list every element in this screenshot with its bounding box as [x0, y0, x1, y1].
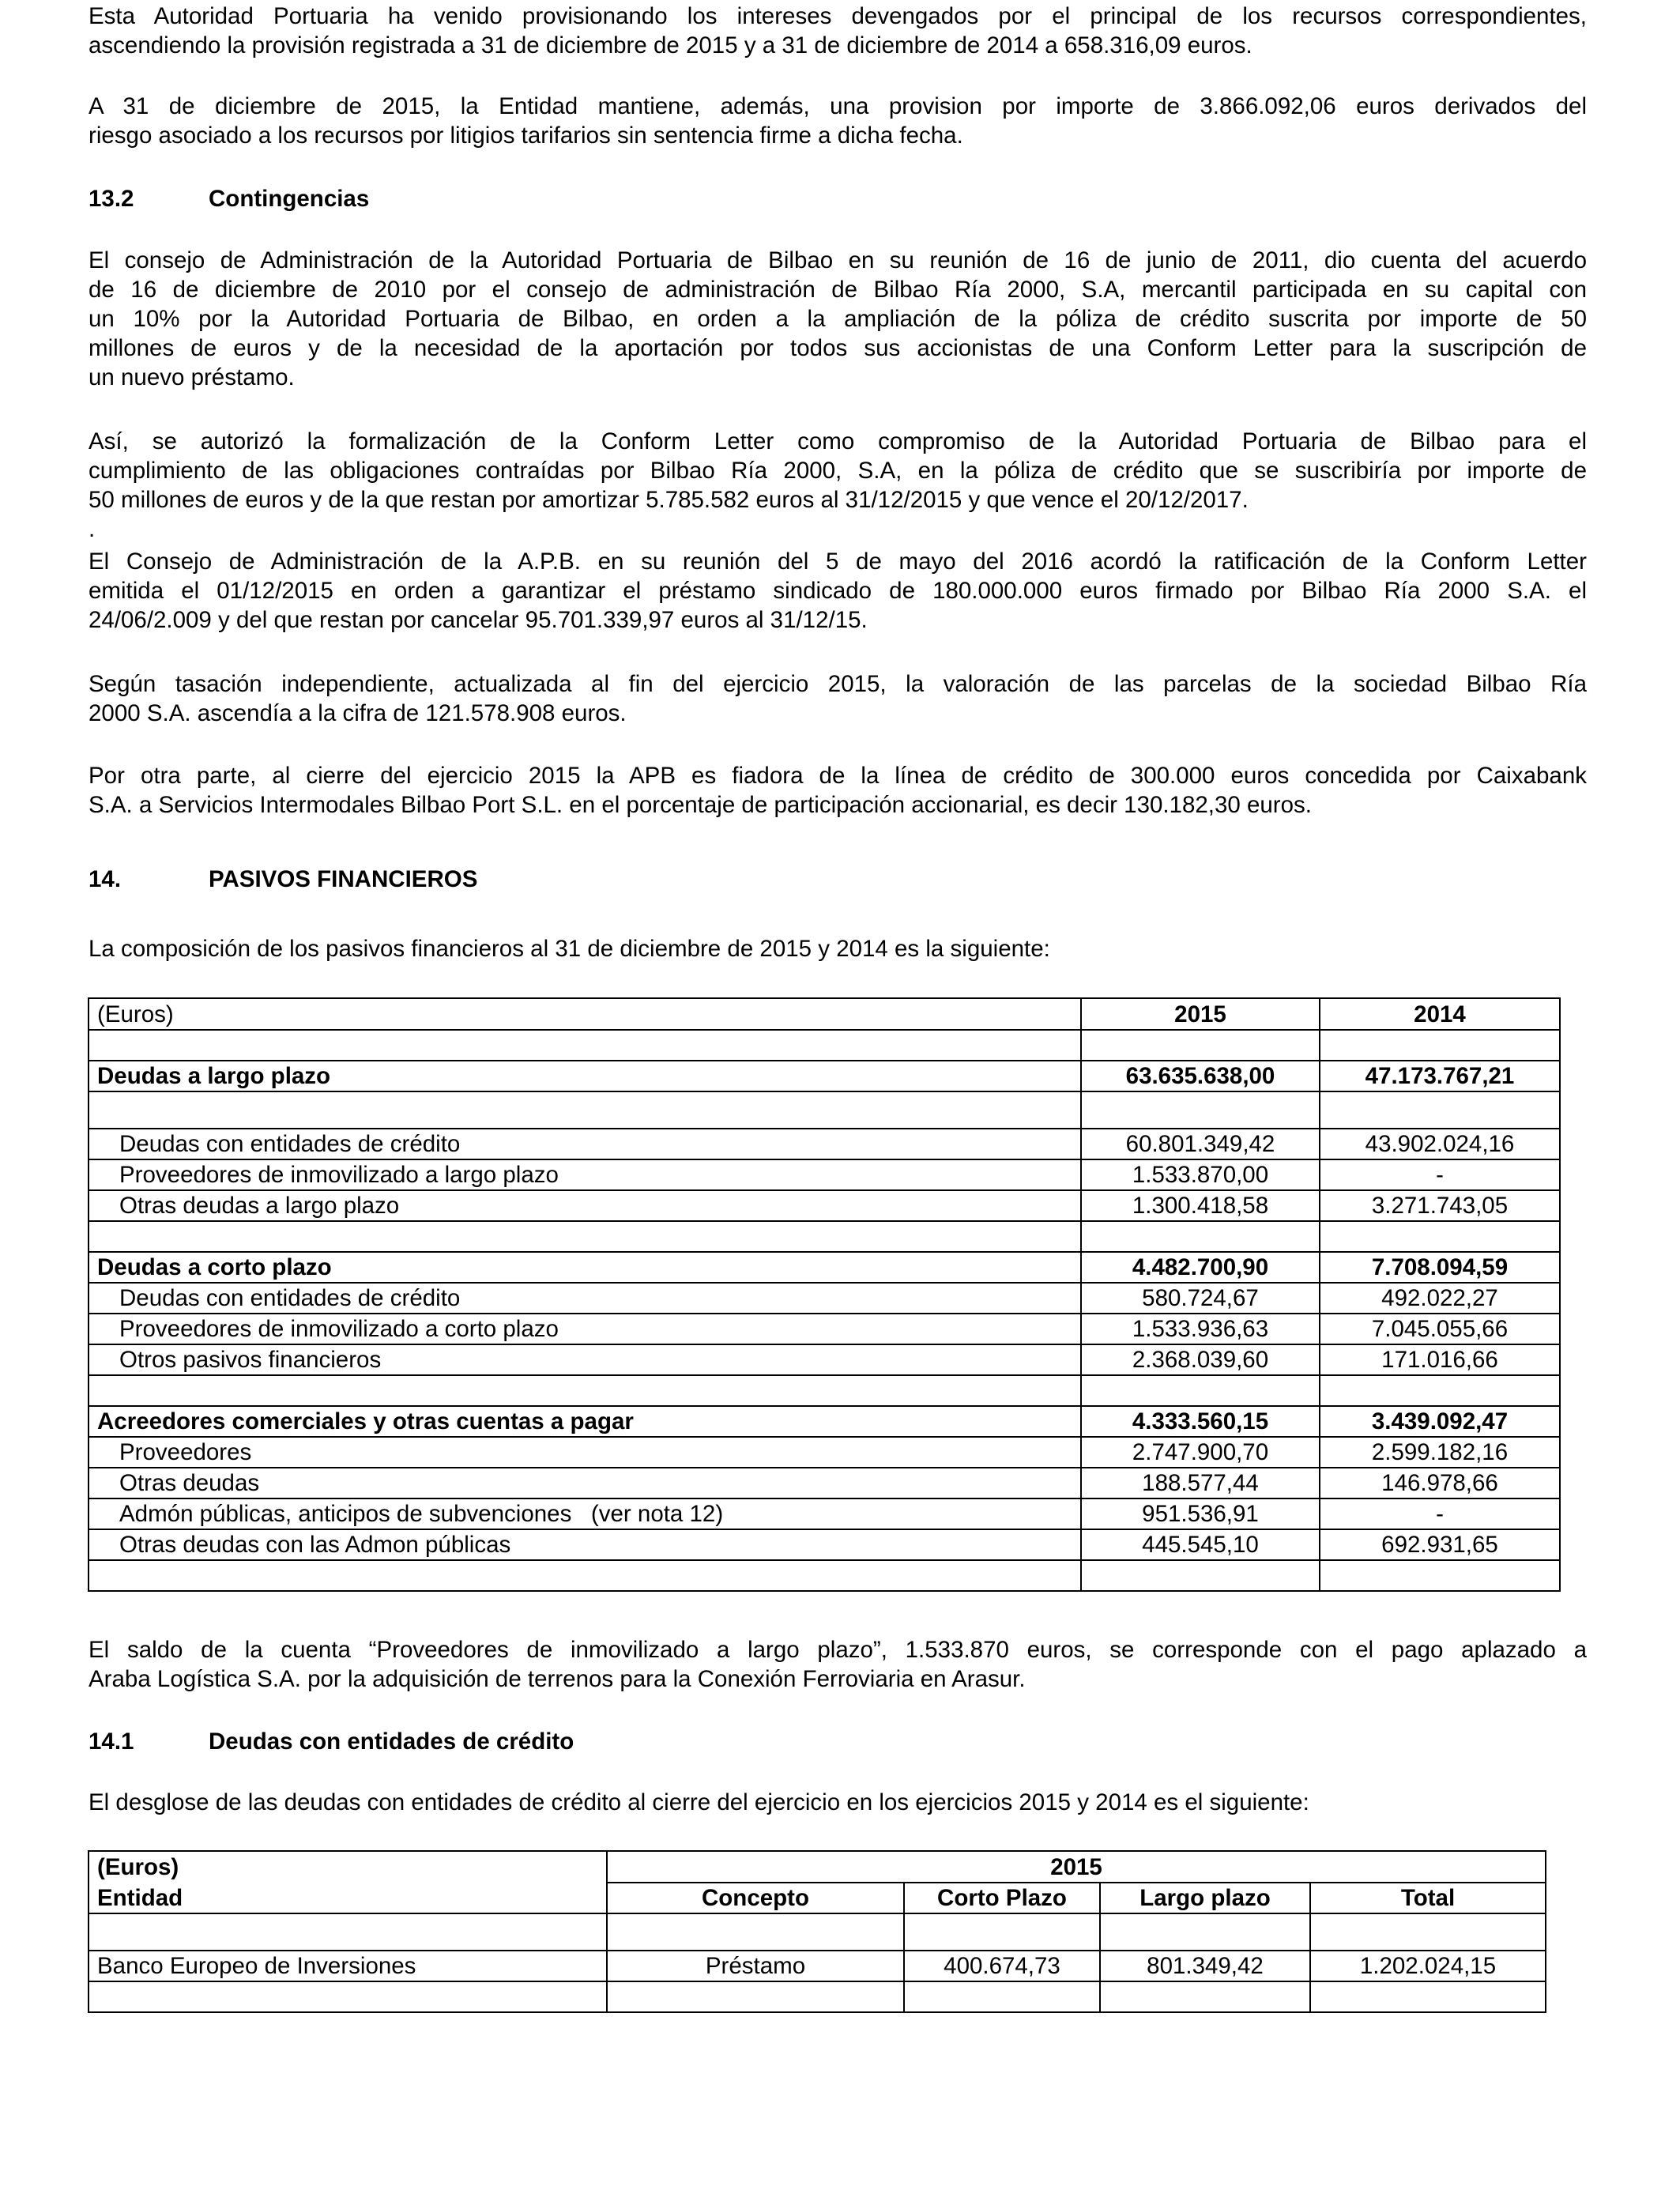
table-row [89, 1951, 1546, 1981]
paragraph-tasacion [89, 669, 1587, 728]
paragraph-fiadora [89, 761, 1587, 820]
row-label: Deudas con entidades de crédito [89, 1129, 1081, 1159]
table-row [89, 1529, 1560, 1560]
text-line: A 31 de diciembre de 2015, la Entidad mantiene, además, una provision por importe de 3.866.092,06 euros derivados del [89, 93, 1587, 119]
value-2015: 951.536,91 [1081, 1498, 1320, 1529]
row-label: Proveedores de inmovilizado a corto plazo [89, 1314, 1081, 1344]
paragraph-provision-litigios [89, 92, 1587, 150]
table-header-cell: Total [1310, 1883, 1546, 1913]
table-row [89, 1252, 1560, 1283]
value-2014: 2.599.182,16 [1320, 1437, 1560, 1468]
value-2015: 60.801.349,42 [1081, 1129, 1320, 1159]
text-line: El desglose de las deudas con entidades de crédito al cierre del ejercicio en los ejercicios 2015 y 2014 es el siguiente: [89, 1789, 1309, 1815]
text-line: ascendiendo la provisión registrada a 31 de diciembre de 2015 y a 31 de diciembre de 2014 a 658.316,09 euros. [89, 32, 1252, 58]
table-row [89, 1061, 1560, 1091]
text-line: millones de euros y de la necesidad de la aportación por todos sus accionistas de una Conform Letter para la suscripción de [89, 335, 1587, 361]
paragraph-composicion [89, 934, 1587, 963]
row-label: Proveedores [89, 1437, 1081, 1468]
text-line: Según tasación independiente, actualizada al fin del ejercicio 2015, la valoración de las parcelas de la sociedad Bilbao Ría [89, 671, 1587, 697]
value-2014: 692.931,65 [1320, 1529, 1560, 1560]
text-line: El consejo de Administración de la Autoridad Portuaria de Bilbao en su reunión de 16 de junio de 2011, dio cuenta del acuerdo [89, 247, 1587, 273]
paragraph-consejo-2011 [89, 246, 1587, 392]
table-empty-row [89, 1091, 1560, 1129]
table-header-cell: Entidad [89, 1883, 607, 1913]
text-line: 50 millones de euros y de la que restan por amortizar 5.785.582 euros al 31/12/2015 y que vence el 20/12/2017. [89, 487, 1249, 513]
table-header-cell: Largo plazo [1100, 1883, 1310, 1913]
value-2015: 2.368.039,60 [1081, 1344, 1320, 1375]
text-line: de 16 de diciembre de 2010 por el consejo de administración de Bilbao Ría 2000, S.A, mercantil participada en su capital con [89, 277, 1587, 303]
paragraph-saldo-cuenta [89, 1635, 1587, 1694]
corto-plazo-cell: 400.674,73 [904, 1951, 1100, 1981]
heading-number: 14.1 [89, 1728, 134, 1755]
text-line: un 10% por la Autoridad Portuaria de Bilbao, en orden a la ampliación de la póliza de crédito suscrita por importe de 50 [89, 306, 1587, 332]
text-line: cumplimiento de las obligaciones contraídas por Bilbao Ría 2000, S.A, en la póliza de crédito que se suscribiría por importe de [89, 458, 1587, 484]
row-label: Acreedores comerciales y otras cuentas a pagar [89, 1406, 1081, 1437]
text-line: un nuevo préstamo. [89, 364, 295, 390]
row-label: Otras deudas [89, 1468, 1081, 1498]
value-2014: 47.173.767,21 [1320, 1061, 1560, 1091]
unit-label: (Euros) [89, 1851, 607, 1883]
heading-number: 13.2 [89, 186, 134, 212]
text-line: El Consejo de Administración de la A.P.B. en su reunión del 5 de mayo del 2016 acordó la ratificación de la Conform Letter [89, 548, 1587, 575]
table-header-cell: 2014 [1320, 998, 1560, 1030]
table-row [89, 1190, 1560, 1221]
text-line: Así, se autorizó la formalización de la Conform Letter como compromiso de la Autoridad Portuaria de Bilbao para el [89, 428, 1587, 454]
deudas-entidades-credito-table [88, 1850, 1546, 2013]
value-2015: 2.747.900,70 [1081, 1437, 1320, 1468]
text-line: riesgo asociado a los recursos por litigios tarifarios sin sentencia firme a dicha fecha. [89, 123, 963, 149]
text-line: Por otra parte, al cierre del ejercicio 2015 la APB es fiadora de la línea de crédito de 300.000 euros concedida por Caixabank [89, 763, 1587, 789]
largo-plazo-cell: 801.349,42 [1100, 1951, 1310, 1981]
row-label: Deudas con entidades de crédito [89, 1283, 1081, 1314]
value-2014: 7.045.055,66 [1320, 1314, 1560, 1344]
row-label: Admón públicas, anticipos de subvenciones (ver nota 12) [89, 1498, 1081, 1529]
pasivos-financieros-table [88, 997, 1561, 1592]
table-header-row [89, 1851, 1546, 1883]
table-empty-row [89, 1221, 1560, 1252]
value-2015: 445.545,10 [1081, 1529, 1320, 1560]
value-2015: 1.533.936,63 [1081, 1314, 1320, 1344]
table-row [89, 1159, 1560, 1190]
table-empty-row [89, 1560, 1560, 1591]
text-line: 24/06/2.009 y del que restan por cancelar 95.701.339,97 euros al 31/12/15. [89, 607, 868, 633]
value-2015: 1.300.418,58 [1081, 1190, 1320, 1221]
table-header-cell: Concepto [607, 1883, 904, 1913]
value-2015: 188.577,44 [1081, 1468, 1320, 1498]
value-2014: 492.022,27 [1320, 1283, 1560, 1314]
table-header-cell: 2015 [1081, 998, 1320, 1030]
value-2014: - [1320, 1498, 1560, 1529]
concepto-cell: Préstamo [607, 1951, 904, 1981]
text-line: 2000 S.A. ascendía a la cifra de 121.578.908 euros. [89, 700, 627, 726]
text-line: . [89, 516, 96, 542]
row-label: Deudas a largo plazo [89, 1061, 1081, 1091]
row-label: Proveedores de inmovilizado a largo plazo [89, 1159, 1081, 1190]
table-empty-row [89, 1375, 1560, 1406]
table-row [89, 1498, 1560, 1529]
entidad-cell: Banco Europeo de Inversiones [89, 1951, 607, 1981]
heading-pasivos-financieros [89, 865, 477, 894]
value-2014: 43.902.024,16 [1320, 1129, 1560, 1159]
table-row [89, 1406, 1560, 1437]
table-row [89, 1437, 1560, 1468]
table-row [89, 1314, 1560, 1344]
heading-title: Deudas con entidades de crédito [209, 1728, 574, 1755]
table-header-cell: (Euros) [89, 998, 1081, 1030]
paragraph-desglose [89, 1788, 1587, 1817]
table-row [89, 1344, 1560, 1375]
document-page [89, 0, 1587, 2194]
table-empty-row [89, 1913, 1546, 1951]
paragraph-ratificacion [89, 547, 1587, 635]
text-line: El saldo de la cuenta “Proveedores de inmovilizado a largo plazo”, 1.533.870 euros, se corresponde con el pago aplazado a [89, 1637, 1587, 1663]
value-2014: - [1320, 1159, 1560, 1190]
text-line: emitida el 01/12/2015 en orden a garantizar el préstamo sindicado de 180.000.000 euros firmado por Bilbao Ría 2000 S.A. el [89, 578, 1587, 604]
heading-title: PASIVOS FINANCIEROS [209, 866, 478, 892]
heading-contingencias [89, 184, 369, 213]
table-empty-row [89, 1981, 1546, 2012]
value-2014: 3.271.743,05 [1320, 1190, 1560, 1221]
value-2014: 146.978,66 [1320, 1468, 1560, 1498]
table-row [89, 1283, 1560, 1314]
table-empty-row [89, 1030, 1560, 1061]
table-header-row [89, 998, 1560, 1030]
row-label: Otros pasivos financieros [89, 1344, 1081, 1375]
text-line: Araba Logística S.A. por la adquisición de terrenos para la Conexión Ferroviaria en Arasur. [89, 1666, 1026, 1692]
value-2014: 7.708.094,59 [1320, 1252, 1560, 1283]
heading-deudas-entidades-credito [89, 1727, 574, 1756]
table-header-row [89, 1883, 1546, 1913]
table-header-cell: Corto Plazo [904, 1883, 1100, 1913]
row-label: Deudas a corto plazo [89, 1252, 1081, 1283]
value-2015: 4.482.700,90 [1081, 1252, 1320, 1283]
table-row [89, 1468, 1560, 1498]
text-line: La composición de los pasivos financieros al 31 de diciembre de 2015 y 2014 es la siguiente: [89, 936, 1050, 962]
value-2015: 4.333.560,15 [1081, 1406, 1320, 1437]
text-line: S.A. a Servicios Intermodales Bilbao Port S.L. en el porcentaje de participación accionarial, es decir 130.182,30 euros. [89, 792, 1312, 818]
total-cell: 1.202.024,15 [1310, 1951, 1546, 1981]
row-label: Otras deudas a largo plazo [89, 1190, 1081, 1221]
text-line: Esta Autoridad Portuaria ha venido provisionando los intereses devengados por el principal de los recursos correspondientes, [89, 3, 1587, 29]
value-2014: 3.439.092,47 [1320, 1406, 1560, 1437]
paragraph-conform-letter [89, 427, 1587, 544]
heading-number: 14. [89, 866, 122, 892]
value-2015: 580.724,67 [1081, 1283, 1320, 1314]
value-2015: 1.533.870,00 [1081, 1159, 1320, 1190]
value-2015: 63.635.638,00 [1081, 1061, 1320, 1091]
value-2014: 171.016,66 [1320, 1344, 1560, 1375]
paragraph-provision-intereses [89, 2, 1587, 60]
year-header: 2015 [607, 1851, 1546, 1883]
heading-title: Contingencias [209, 186, 370, 212]
table-row [89, 1129, 1560, 1159]
row-label: Otras deudas con las Admon públicas [89, 1529, 1081, 1560]
